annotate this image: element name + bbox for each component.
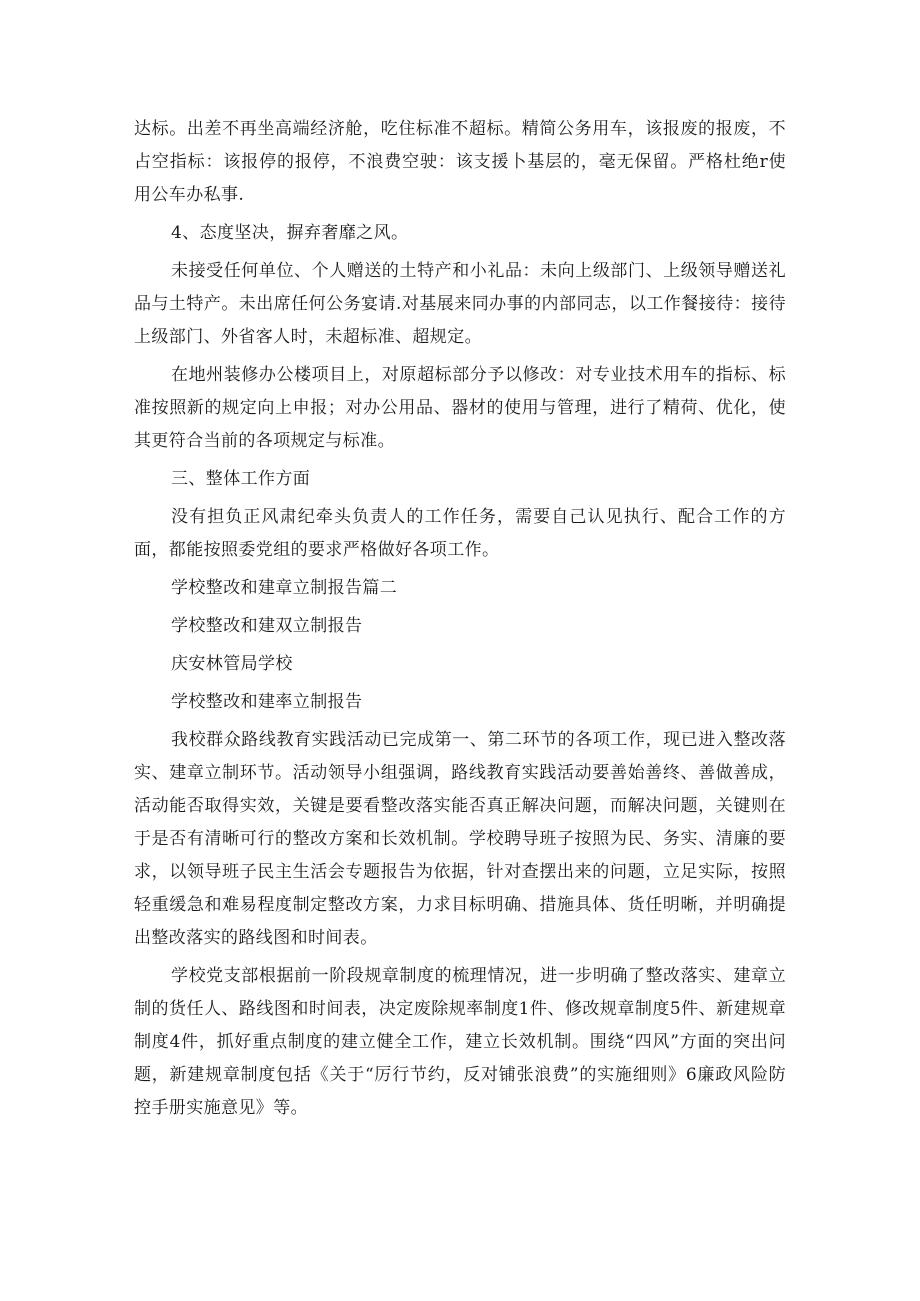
report-subtitle: 学校整改和建率立制报告 <box>171 692 363 712</box>
paragraph-party-branch: 学校党支部根据前一阶段规章制度的梳理情况，进一步明确了整改落实、建章立制的货任人、路线图和时间表，决定废除规率制度1件、修改规章制度5件、新建规章制度4件，抓好重点制度的建立健全工作，建立长效机制。围绕“四风”方面的突出问题，新建规章制度包括《关于“厉行节约，反对铺张浪费”的实施细则》6廉政风险防控手册实施意见》等。 <box>134 966 786 1118</box>
document-body <box>134 113 786 1125</box>
section-heading-3: 三、整体工作方面 <box>171 469 311 489</box>
report-title: 学校整改和建双立制报告 <box>171 616 363 636</box>
paragraph-gifts: 未接受任何单位、个人赠送的土特产和小礼品：未向上级部门、上级领导赠送礼品与土特产。未出席任何公务宴请.对基展来同办事的内部同志，以工作餐接待：接待上级部门、外省客人时，未超标准、超规定。 <box>134 261 786 347</box>
school-name: 庆安林管局学校 <box>171 654 293 674</box>
paragraph-overall-work: 没有担负正风肃纪牵头负责人的工作任务，需要自己认见执行、配合工作的方面，都能按照委党组的要求严格做好各项工作。 <box>134 507 786 560</box>
paragraph-continued: 达标。出差不再坐高端经济舱，吃住标准不超标。精简公务用车，该报废的报废，不占空指标：该报停的报停，不浪费空驶：该支援卜基层的，毫无保留。严格杜绝r使用公车办私事. <box>134 119 786 205</box>
article-title-part2: 学校整改和建章立制报告篇二 <box>171 578 398 598</box>
section-heading-4: 4、态度坚决，摒弃奢靡之风。 <box>171 223 409 243</box>
paragraph-activity-overview: 我校群众路线教育实践活动已完成第一、第二环节的各项工作，现已进入整改落实、建章立制环节。活动领导小组强调，路线教育实践活动要善始善终、善做善成，活动能否取得实效，关键是要看整改落实能否真正解决问题，而解决问题，关键则在于是否有清晰可行的整改方案和长效机制。学校聘导班子按照为民、务实、清廉的要求，以领导班子民主生活会专题报告为依据，针对查摆出来的问题，立足实际，按照轻重缓急和难易程度制定整改方案，力求目标明确、措施具体、货任明晰，并明确提出整改落实的路线图和时间表。 <box>134 730 786 948</box>
paragraph-office-building: 在地州装修办公楼项目上，对原超标部分予以修改：对专业技术用车的指标、标准按照新的规定向上申报；对办公用品、器材的使用与管理，进行了精荷、优化，使其更符合当前的各项规定与标准。 <box>134 365 786 451</box>
